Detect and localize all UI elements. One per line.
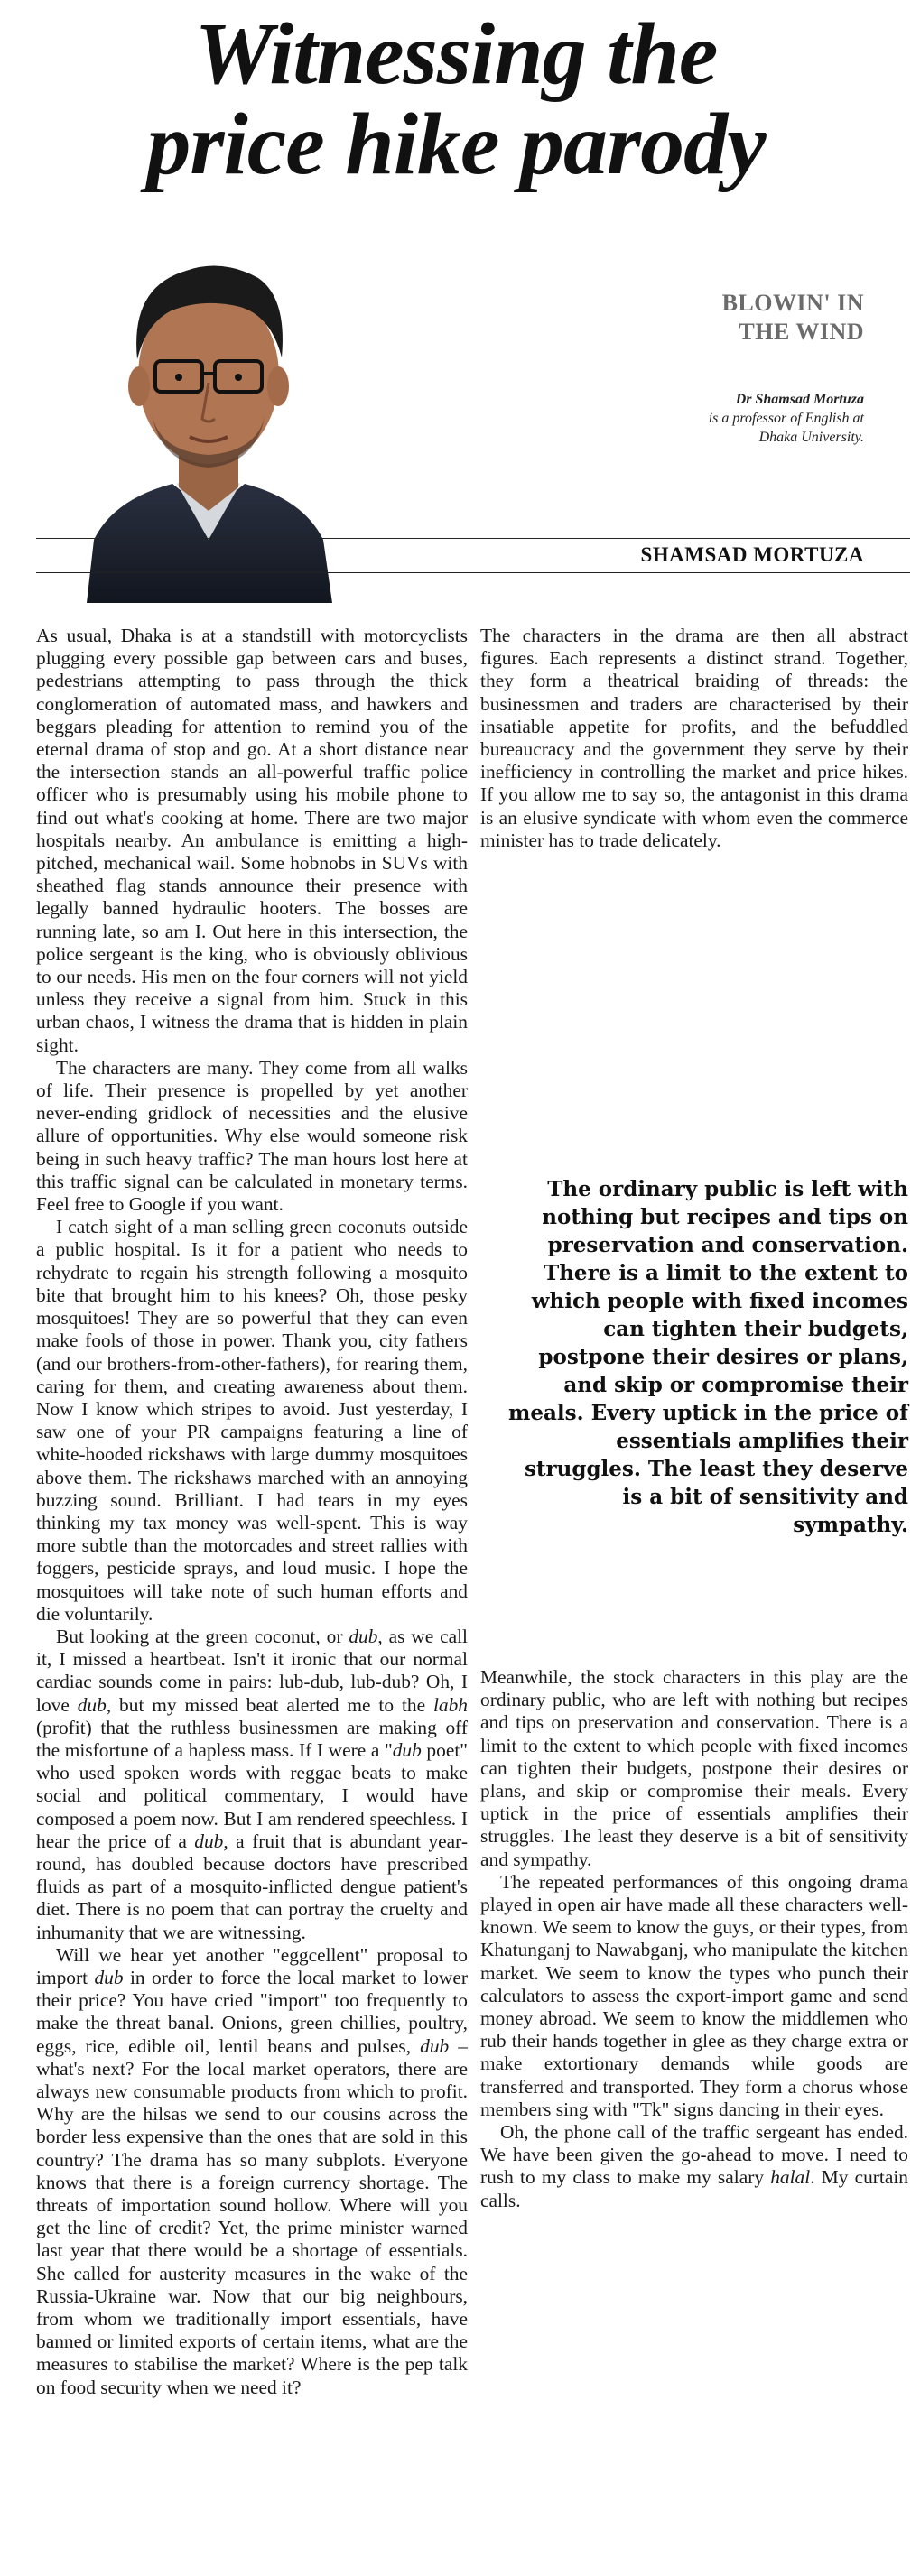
paragraph-3: I catch sight of a man selling green coconuts outside a public hospital. Is it for a patient who needs to rehydrate to regain his strength following a mosquito bite that brought him to his knees? Oh, those pesky mosquitoes! They are so powerful that they can even make fools of those in power. Thank you, city fathers (and our brothers-from-other-fathers), for rearing them, caring for them, and creating awareness about them. Now I know which stripes to avoid. Just yesterday, I saw one of your PR campaigns featuring a line of white-hooded rickshaws with large dummy mosquitoes above them. The rickshaws marched with an annoying buzzing sound. Brilliant. I had tears in my eyes thinking my tax money was well-spent. This is way more subtle than the motorcades and street rallies with foggers, pesticide sprays, and loud music. I hope the mosquitoes will take note of such human efforts and die voluntarily. (36, 1216, 468, 1625)
paragraph-8: The repeated performances of this ongoing drama played in open air have made all these characters well-known. We seem to know the guys, or their types, from Khatunganj to Nawabganj, who manipulate the kitchen market. We seem to know the types who punch their calculators to assess the export-import game and send money abroad. We seem to know the middlemen who rub their hands together in glee as they charge extra or make extortionary demands while goods are transferred and transported. They form a chorus whose members sing with "Tk" signs dancing in their eyes. (480, 1870, 908, 2120)
article-column-right-bottom (480, 1666, 908, 2212)
author-bio-name: Dr Shamsad Mortuza (735, 392, 864, 407)
paragraph-2: The characters are many. They come from all walks of life. Their presence is propelled by yet another never-ending gridlock of necessities and the elusive allure of opportunities. Why else would someone risk being in such heavy traffic? The man hours lost here at this traffic signal can be calculated in monetary terms. Feel free to Google if you want. (36, 1056, 468, 1216)
author-bio-line-2: Dhaka University. (758, 430, 864, 445)
paragraph-1: As usual, Dhaka is at a standstill with motorcyclists plugging every possible gap between cars and buses, pedestrians attempting to pass through the thick conglomeration of automated mass, and hawkers and beggars pleading for attention to remind you of the eternal drama of stop and go. At a short distance near the intersection stands an all-powerful traffic police officer who is presumably using his mobile phone to find out what's cooking at home. There are two major hospitals nearby. An ambulance is emitting a high-pitched, mechanical wail. Some hobnobs in SUVs with sheathed flag stands announce their presence with legally banned hydraulic hooters. The bosses are running late, so am I. Out here in this intersection, the police sergeant is the king, who is obviously oblivious to our needs. His men on the four corners will not yield unless they receive a signal from him. Stuck in this urban chaos, I witness the drama that is hidden in plain sight. (36, 625, 468, 1056)
headline-line-1: Witnessing the (194, 5, 718, 103)
paragraph-7: Meanwhile, the stock characters in this play are the ordinary public, who are left with nothing but recipes and tips on preservation and conservation. There is a limit to the extent to which people with fixed incomes can tighten their budgets, postpone their desires or plans, and skip or compromise their meals. Every uptick in the price of essentials amplifies their struggles. The least they deserve is a bit of sensitivity and sympathy. (480, 1666, 908, 1870)
byline: SHAMSAD MORTUZA (640, 543, 864, 566)
pull-quote: The ordinary public is left with nothing but recipes and tips on preservation and conservation. There is a limit to the extent to which people with fixed incomes can tighten their budgets, postpone their desires or plans, and skip or compromise their meals. Every uptick in the price of essentials amplifies their struggles. The least they deserve is a bit of sensitivity and sympathy. (508, 1177, 908, 1537)
byline-rule-top (36, 538, 910, 539)
author-bio (638, 390, 864, 447)
headline (36, 5, 876, 193)
column-tag-line-1: BLOWIN' IN (721, 290, 864, 316)
author-portrait (78, 242, 339, 603)
column-tag-line-2: THE WIND (739, 319, 864, 345)
paragraph-4: But looking at the green coconut, or dub, as we call it, I missed a heartbeat. Isn't it ironic that our normal cardiac sounds come in pairs: lub-dub, lub-dub? Oh, I love dub, but my missed beat alerted me to the labh (profit) that the ruthless businessmen are making off the misfortune of a hapless mass. If I were a "dub poet" who used spoken words with reggae beats to make social and political commentary, I would have composed a poem now. But I am rendered speechless. I hear the price of a dub, a fruit that is abundant year-round, has doubled because doctors have prescribed fluids as part of a mosquito-inflicted dengue patient's diet. There is no poem that can portray the cruelty and inhumanity that we are witnessing. (36, 1625, 468, 1943)
author-bio-line-1: is a professor of English at (708, 411, 864, 426)
paragraph-9: Oh, the phone call of the traffic sergeant has ended. We have been given the go-ahead to move. I need to rush to my class to make my salary halal. My curtain calls. (480, 2121, 908, 2211)
paragraph-6: The characters in the drama are then all abstract figures. Each represents a distinct strand. Together, they form a theatrical braiding of threads: the businessmen and traders are characterised by their insatiable appetite for profits, and the befuddled bureaucracy and the government they serve by their inefficiency in controlling the market and price hikes. If you allow me to say so, the antagonist in this drama is an elusive syndicate with whom even the commerce minister has to trade delicately. (480, 625, 908, 851)
headline-line-2: price hike parody (146, 96, 766, 193)
paragraph-5: Will we hear yet another "eggcellent" proposal to import dub in order to force the local market to lower their price? You have cried "import" too frequently to make the threat banal. Onions, green chillies, poultry, eggs, rice, edible oil, lentil beans and pulses, dub – what's next? For the local market operators, there are always new consumable products from which to profit. Why are the hilsas we send to our cousins across the border less expensive than the ones that are sold in this country? The drama has so many subplots. Everyone knows that there is a foreign currency shortage. The threats of importation sound hollow. Where will you get the line of credit? Yet, the prime minister warned last year that there would be a shortage of essentials. She called for austerity measures in the wake of the Russia-Ukraine war. Now that our big neighbours, from whom we traditionally import essentials, have banned or limited exports of certain items, what are the measures to stabilise the market? Where is the pep talk on food security when we need it? (36, 1943, 469, 2398)
article-column-left (36, 625, 468, 2399)
article-column-right-top (480, 625, 908, 852)
column-tag (722, 289, 864, 347)
byline-rule-bottom (36, 572, 910, 573)
